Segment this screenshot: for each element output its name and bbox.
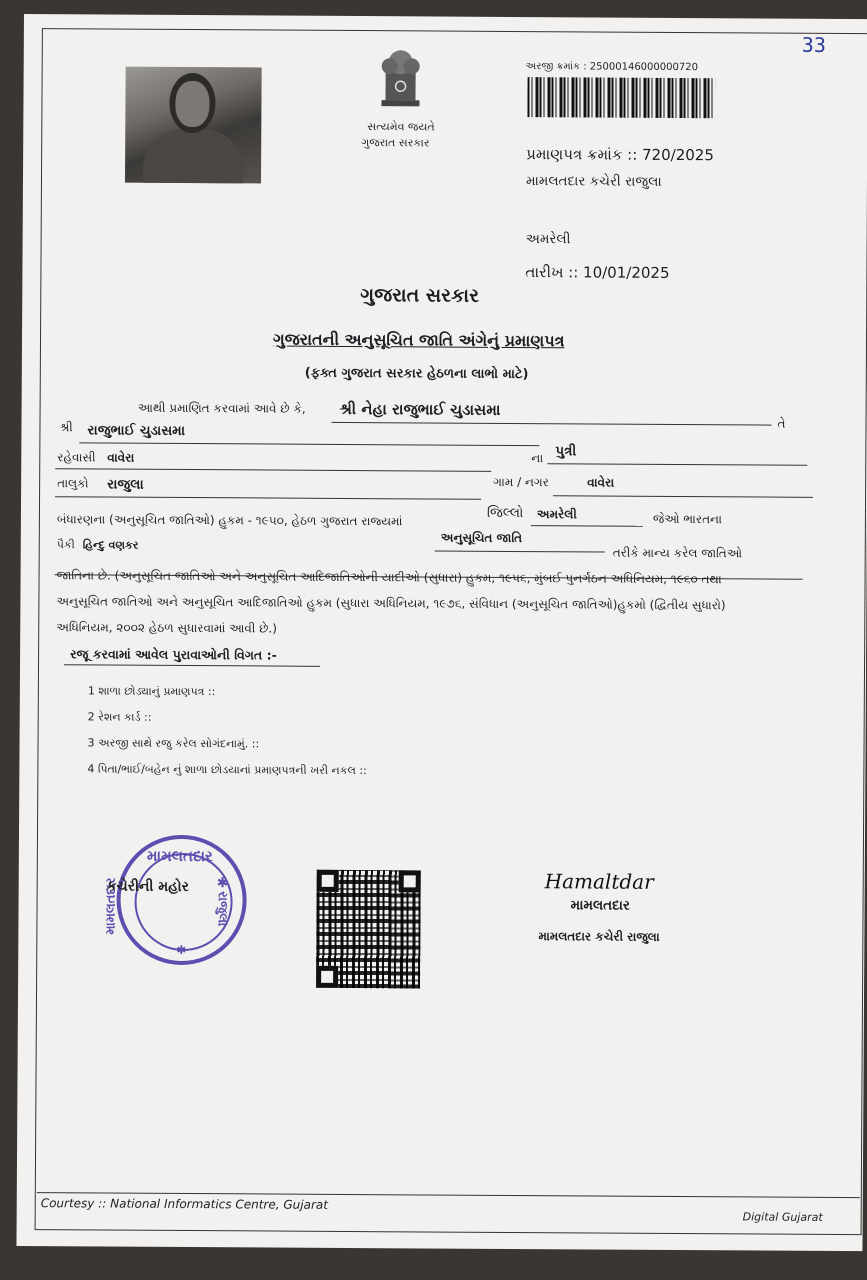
- taluka-value: રાજુલા: [107, 476, 144, 493]
- emblem-caption-gujarat: ગુજરાત સરકાર: [361, 136, 430, 150]
- barcode: [527, 77, 715, 118]
- issue-date: તારીખ :: 10/01/2025: [525, 263, 670, 282]
- certificate-sheet: [16, 14, 867, 1251]
- district-value: અમરેલી: [536, 507, 577, 522]
- village-value: વાવેરા: [587, 475, 615, 490]
- category-value: અનુસૂચિત જાતિ: [440, 530, 523, 546]
- shri-label: શ્રી: [59, 420, 73, 435]
- relation: પુત્રી: [555, 443, 577, 460]
- evidence-item: 4 પિતા/ભાઈ/બહેન નું શાળા છોડયાનાં પ્રમાણપત્રની ખરી નકલ ::: [87, 762, 367, 778]
- village-label: ગામ / નગર: [493, 474, 549, 490]
- district-header: અમરેલી: [525, 231, 571, 248]
- emblem-caption: સત્યમેવ જયતે: [367, 120, 435, 134]
- issuing-office: મામલતદાર કચેરી રાજુલા: [525, 173, 662, 190]
- jeo-text: જેઓ ભારતના: [652, 511, 722, 527]
- evidence-item: 1 શાળા છોડ્યાનું પ્રમાણપત્ર ::: [87, 684, 216, 699]
- evidence-item: 2 રેશન કાર્ડ ::: [87, 710, 152, 724]
- resident-label: રહેવાસી: [57, 450, 96, 465]
- applicant-name: શ્રી નેહા રાજુભાઈ ચુડાસમા: [339, 399, 501, 419]
- seal-text-top: મામલતદાર: [146, 846, 213, 866]
- footer-brand: Digital Gujarat: [742, 1210, 823, 1224]
- seal-text-right: રાજુલા: [214, 891, 230, 927]
- seal-overprint: કચેરીની મહોર: [106, 878, 189, 896]
- evidence-item: 3 અરજી સાથે રજુ કરેલ સોગંદનામું. ::: [87, 736, 260, 751]
- legal-para-1: જાતિના છે. (અનુસૂચિત જાતિઓ અને અનુસૂચિત આદિજાતિઓની યાદીઓ (સુધારા) હુકમ, ૧૯૫૬, મુંબઈ પુનર્ગઠન અધિનિયમ, ૧૯૬૦ તથા: [56, 568, 722, 587]
- signatory-title: મામલતદાર: [570, 897, 630, 914]
- district-label: જિલ્લો: [486, 504, 524, 522]
- seal-text-left: મામલતદાર: [103, 877, 119, 935]
- application-number: અરજી ક્રમાંક : 25000146000000720: [525, 61, 698, 74]
- intro-text: આથી પ્રમાણિત કરવામાં આવે છે કે,: [137, 400, 306, 416]
- qr-code: [316, 870, 421, 989]
- resident-value: વાવેરા: [107, 450, 135, 465]
- certificate-subtitle: (ફક્ત ગુજરાત સરકાર હેઠળના લાભો માટે): [304, 365, 529, 383]
- signature-scribble: Hamaltdar: [544, 869, 654, 894]
- applicant-photo: [125, 67, 262, 184]
- taluka-label: તાલુકો: [57, 476, 89, 491]
- certificate-title: ગુજરાતની અનુસૂચિત જાતિ અંગેનું પ્રમાણપત્ર: [272, 329, 565, 351]
- te-text: તે: [777, 416, 786, 431]
- ashoka-emblem-icon: [375, 42, 425, 120]
- recognized-text: તરીકે માન્ય કરેલ જાતિઓ: [612, 545, 743, 561]
- page-number: 33: [801, 32, 826, 57]
- paiki-text: પૈકી: [56, 538, 75, 552]
- parent-name: રાજુભાઈ ચુડાસમા: [87, 422, 186, 439]
- certificate-number: પ્રમાણપત્ર ક્રમાંક :: 720/2025: [526, 145, 714, 165]
- legal-para-3: અધિનિયમ, ૨૦૦૨ હેઠળ સુધારવામાં આવી છે.): [56, 620, 277, 636]
- seal-star-icon: ✱: [176, 942, 187, 958]
- constitution-text: બંધારણના (અનુસૂચિત જાતિઓ) હુકમ - ૧૯૫૦, હેઠળ ગુજરાત રાજ્યમાં: [56, 512, 403, 529]
- office-seal: [103, 835, 247, 966]
- gov-title: ગુજરાત સરકાર: [360, 284, 479, 307]
- evidence-heading: રજૂ કરવામાં આવેલ પુરાવાઓની વિગત :-: [70, 646, 277, 663]
- caste-value: હિન્દુ વણકર: [82, 538, 139, 552]
- signatory-office: મામલતદાર કચેરી રાજુલા: [538, 929, 660, 944]
- footer-courtesy: Courtesy :: National Informatics Centre, Gujarat: [40, 1196, 329, 1212]
- na-text: ના: [531, 451, 544, 466]
- legal-para-2: અનુસૂચિત જાતિઓ અને અનુસૂચિત આદિજાતિઓ હુકમ (સુધારા અધિનિયમ, ૧૯૭૬, સંવિધાન (અનુસૂચિત જાતિઓ)હુકમો (દ્વિતીય સુધારો): [56, 594, 726, 613]
- seal-star-icon: ✱: [216, 875, 229, 892]
